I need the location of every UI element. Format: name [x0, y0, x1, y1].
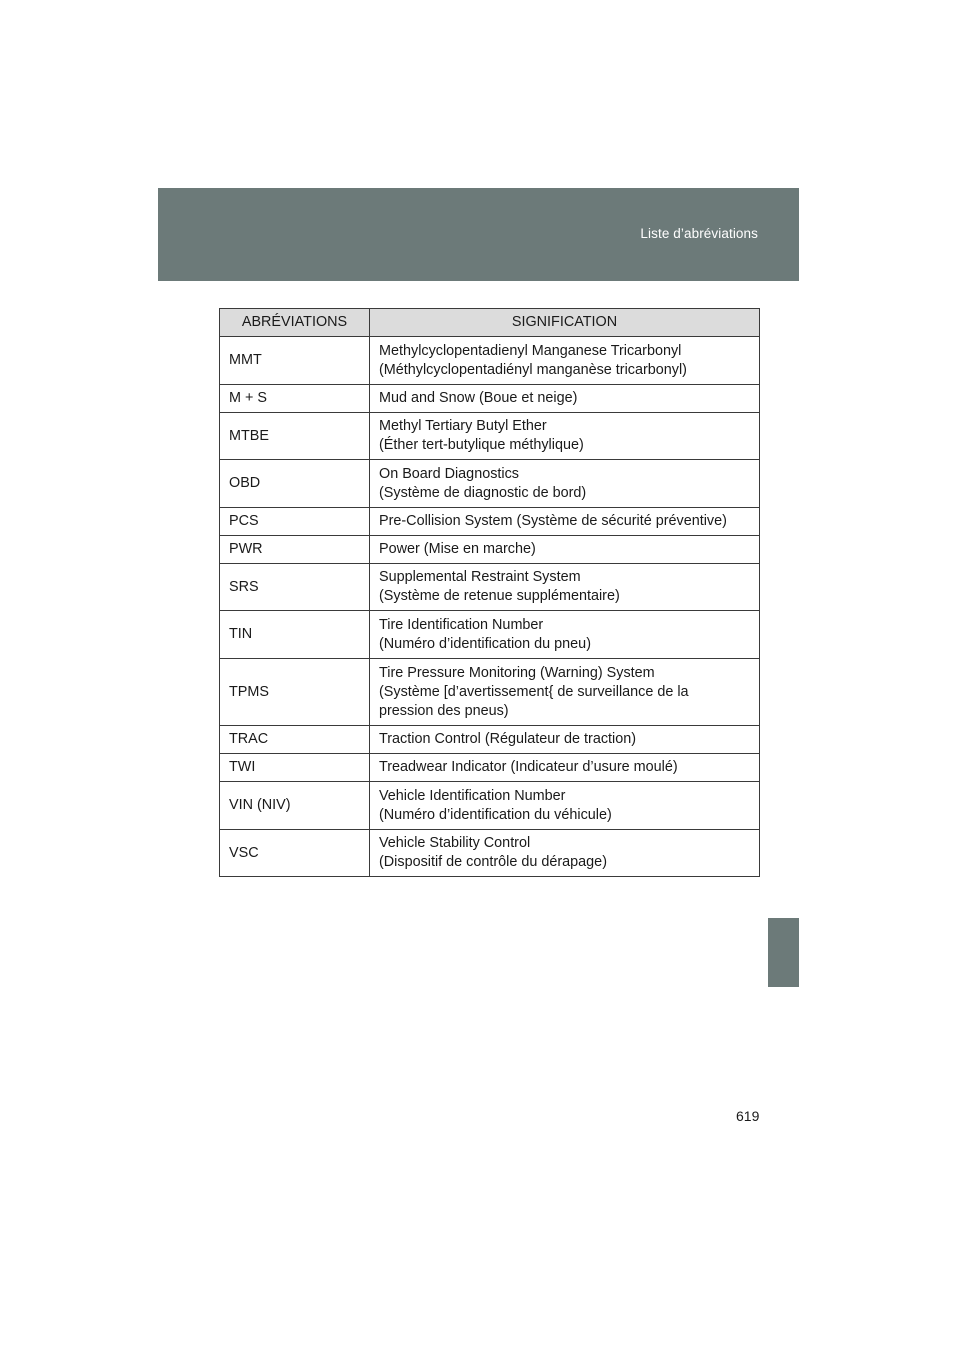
abbreviation-cell: MMT [220, 337, 370, 385]
abbreviation-cell: TPMS [220, 659, 370, 726]
abbreviation-cell: OBD [220, 460, 370, 508]
meaning-line: (Dispositif de contrôle du dérapage) [379, 854, 607, 870]
meaning-line: (Système de retenue supplémentaire) [379, 588, 620, 604]
meaning-line: Tire Pressure Monitoring (Warning) System [379, 664, 655, 681]
meaning-cell [370, 659, 760, 726]
abbreviation-cell: PCS [220, 508, 370, 536]
section-title: Liste d’abréviations [640, 226, 758, 241]
table-row [220, 611, 760, 659]
table-row [220, 754, 760, 782]
abbreviation-cell: TRAC [220, 726, 370, 754]
abbreviations-table [219, 308, 760, 877]
meaning-line: Vehicle Stability Control [379, 835, 531, 851]
abbreviation-cell: TIN [220, 611, 370, 659]
meaning-cell [370, 726, 760, 754]
meaning-cell [370, 536, 760, 564]
meaning-line: Methyl Tertiary Butyl Ether [379, 418, 547, 434]
meaning-cell [370, 508, 760, 536]
meaning-line: Treadwear Indicator (Indicateur d’usure moulé) [379, 759, 678, 775]
meaning-cell [370, 460, 760, 508]
meaning-line: Supplemental Restraint System [379, 569, 581, 585]
section-header-band [158, 188, 799, 281]
meaning-line: Pre-Collision System (Système de sécurité préventive) [379, 513, 727, 529]
table-header-row [220, 309, 760, 337]
meaning-line: pression des pneus) [379, 702, 509, 719]
column-header-abbreviations: ABRÉVIATIONS [220, 309, 370, 337]
table-row [220, 726, 760, 754]
page-number: 619 [736, 1108, 760, 1124]
abbreviation-cell: TWI [220, 754, 370, 782]
meaning-line: On Board Diagnostics [379, 465, 519, 482]
table-row [220, 659, 760, 726]
meaning-line: (Numéro d’identification du véhicule) [379, 806, 612, 823]
abbreviation-cell: VIN (NIV) [220, 782, 370, 830]
meaning-line: Power (Mise en marche) [379, 541, 536, 557]
table-row [220, 782, 760, 830]
meaning-cell [370, 564, 760, 611]
table-row [220, 508, 760, 536]
meaning-line: (Numéro d’identification du pneu) [379, 635, 591, 652]
abbreviation-cell: VSC [220, 830, 370, 877]
meaning-line: (Système de diagnostic de bord) [379, 484, 587, 501]
abbreviation-cell: M + S [220, 385, 370, 413]
chapter-side-tab [768, 918, 799, 987]
meaning-line: (Méthylcyclopentadiényl manganèse tricarbonyl) [379, 361, 687, 378]
meaning-line: Mud and Snow (Boue et neige) [379, 390, 578, 406]
abbreviation-cell: SRS [220, 564, 370, 611]
meaning-line: Methylcyclopentadienyl Manganese Tricarbonyl [379, 342, 682, 359]
meaning-line: Tire Identification Number [379, 616, 544, 633]
meaning-cell [370, 782, 760, 830]
table-row [220, 460, 760, 508]
meaning-cell [370, 611, 760, 659]
meaning-cell [370, 830, 760, 877]
meaning-cell [370, 385, 760, 413]
meaning-cell [370, 337, 760, 385]
table-row [220, 385, 760, 413]
meaning-line: (Système [d’avertissement{ de surveillance de la [379, 683, 689, 700]
table-row [220, 413, 760, 460]
meaning-line: Traction Control (Régulateur de traction) [379, 731, 637, 747]
meaning-line: (Éther tert-butylique méthylique) [379, 437, 584, 453]
table-row [220, 337, 760, 385]
meaning-cell [370, 413, 760, 460]
abbreviation-cell: PWR [220, 536, 370, 564]
meaning-line: Vehicle Identification Number [379, 787, 566, 804]
abbreviation-cell: MTBE [220, 413, 370, 460]
meaning-cell [370, 754, 760, 782]
table-row [220, 830, 760, 877]
table-row [220, 536, 760, 564]
column-header-meaning: SIGNIFICATION [370, 309, 760, 337]
table-row [220, 564, 760, 611]
